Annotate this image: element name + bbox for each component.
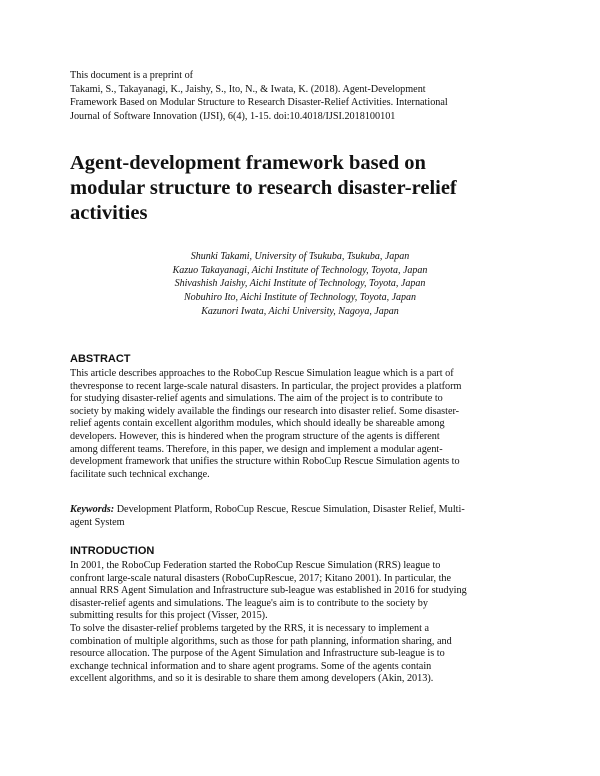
preprint-line: Takami, S., Takayanagi, K., Jaishy, S., Ito, N., & Iwata, K. (2018). Agent-Development — [70, 83, 426, 95]
abstract-line: society by making widely available the findings our research into disaster relief. Some disaster- — [70, 405, 460, 417]
intro-line: annual RRS Agent Simulation and Infrastructure sub-league was established in 2016 for studying — [70, 585, 467, 597]
author-line: Kazuo Takayanagi, Aichi Institute of Technology, Toyota, Japan — [172, 264, 428, 276]
title-line: modular structure to research disaster-relief — [70, 177, 457, 199]
keywords-list: Development Platform, RoboCup Rescue, Rescue Simulation, Disaster Relief, Multi- — [116, 504, 465, 515]
preprint-line: This document is a preprint of — [70, 70, 194, 81]
introduction-body — [70, 560, 540, 686]
preprint-line: Framework Based on Modular Structure to Research Disaster-Relief Activities. International — [70, 97, 448, 109]
abstract-heading: ABSTRACT — [70, 353, 131, 365]
abstract-line: facilitate such technical exchange. — [70, 468, 210, 480]
author-list — [70, 250, 530, 319]
keywords — [70, 504, 540, 529]
abstract-line: development framework that unifies the structure within RoboCup Rescue Simulation agents to — [70, 456, 460, 468]
paper-title — [70, 151, 540, 226]
intro-line: excellent algorithms, and so it is desirable to share them among developers (Akin, 2013). — [70, 673, 434, 685]
introduction-heading: INTRODUCTION — [70, 545, 155, 557]
intro-line: submitting results for this project (Visser, 2015). — [70, 610, 268, 622]
intro-line: combination of multiple algorithms, such as those for path planning, information sharing, and — [70, 635, 452, 647]
title-line: activities — [70, 202, 148, 224]
abstract-line: This article describes approaches to the RoboCup Rescue Simulation league which is a part of — [70, 368, 454, 379]
abstract-line: for studying disaster-relief agents and simulations. The aim of the project is to contribute to — [70, 393, 443, 405]
intro-line: To solve the disaster-relief problems targeted by the RRS, it is necessary to implement a — [70, 622, 430, 634]
author-line: Nobuhiro Ito, Aichi Institute of Technology, Toyota, Japan — [183, 292, 417, 304]
intro-line: exchange technical information and to share agent programs. Some of the agents contain — [70, 660, 432, 672]
intro-line: disaster-relief agents and simulations. The league's aim is to contribute to the society by — [70, 597, 428, 609]
abstract-line: thevresponse to recent large-scale natural disasters. In particular, the project provides a platform — [70, 380, 462, 392]
keywords-list-continued: agent System — [70, 516, 125, 528]
abstract-line: among different teams. Therefore, in this paper, we design and implement a modular agent- — [70, 443, 443, 455]
intro-line: resource allocation. The purpose of the Agent Simulation and Infrastructure sub-league is to — [70, 648, 445, 660]
preprint-line: Journal of Software Innovation (IJSI), 6(4), 1-15. doi:10.4018/IJSI.2018100101 — [70, 110, 396, 122]
author-line: Kazunori Iwata, Aichi University, Nagoya, Japan — [201, 305, 399, 317]
abstract-line: developers. However, this is hindered when the program structure of the agents is different — [70, 430, 440, 442]
author-line: Shunki Takami, University of Tsukuba, Tsukuba, Japan — [190, 251, 410, 262]
author-line: Shivashish Jaishy, Aichi Institute of Technology, Toyota, Japan — [174, 278, 426, 290]
title-line: Agent-development framework based on — [70, 152, 426, 174]
keywords-label: Keywords: — [70, 504, 115, 515]
intro-line: confront large-scale natural disasters (RoboCupRescue, 2017; Kitano 2001). In particular, the — [70, 572, 452, 584]
abstract-body — [70, 368, 540, 481]
abstract-line: relief agents contain excellent algorithm modules, which should ideally be shareable among — [70, 418, 445, 430]
preprint-citation — [70, 69, 540, 123]
intro-line: In 2001, the RoboCup Federation started the RoboCup Rescue Simulation (RRS) league to — [70, 560, 441, 571]
